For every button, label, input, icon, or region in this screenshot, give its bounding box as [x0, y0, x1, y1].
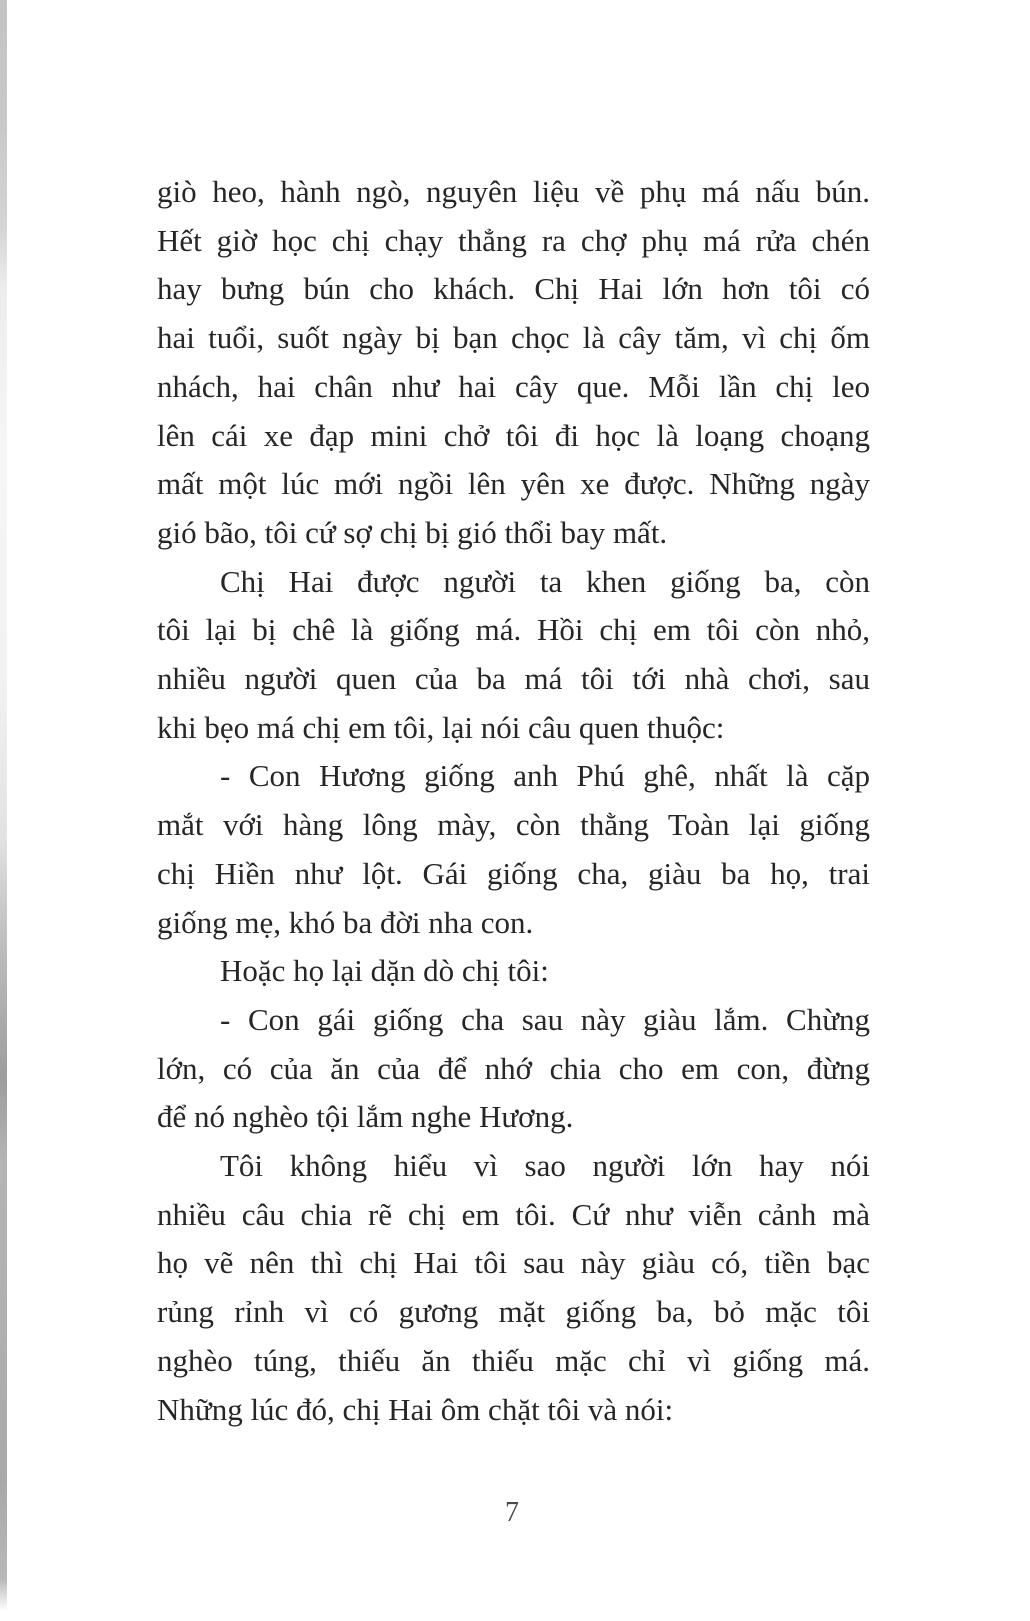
text-line: nghèo túng, thiếu ăn thiếu mặc chỉ vì giống má. — [157, 1342, 870, 1378]
text-line: Hoặc họ lại dặn dò chị tôi: — [220, 953, 549, 989]
paragraph — [157, 1142, 870, 1434]
text-line: để nó nghèo tội lắm nghe Hương. — [157, 1099, 574, 1135]
text-line: - Con Hương giống anh Phú ghê, nhất là cặp — [220, 758, 870, 794]
text-line: Chị Hai được người ta khen giống ba, còn — [220, 563, 870, 599]
text-line: nhiều câu chia rẽ chị em tôi. Cứ như viễn cảnh mà — [157, 1196, 870, 1232]
text-line: giống mẹ, khó ba đời nha con. — [157, 904, 534, 940]
text-line: hay bưng bún cho khách. Chị Hai lớn hơn tôi có — [157, 271, 870, 307]
text-line: chị Hiền như lột. Gái giống cha, giàu ba họ, trai — [157, 855, 870, 891]
text-line: giò heo, hành ngò, nguyên liệu về phụ má nấu bún. — [157, 174, 870, 209]
text-line: lên cái xe đạp mini chở tôi đi học là loạng choạng — [157, 417, 870, 453]
text-line: - Con gái giống cha sau này giàu lắm. Chừng — [220, 1001, 870, 1037]
paragraph — [157, 168, 870, 558]
text-line: gió bão, tôi cứ sợ chị bị gió thổi bay mất. — [157, 514, 668, 550]
text-line: hai tuổi, suốt ngày bị bạn chọc là cây tăm, vì chị ốm — [157, 320, 870, 356]
text-block — [157, 168, 870, 1434]
paragraph — [157, 752, 870, 947]
text-line: khi bẹo má chị em tôi, lại nói câu quen thuộc: — [157, 709, 725, 745]
text-line: tôi lại bị chê là giống má. Hồi chị em tôi còn nhỏ, — [157, 612, 870, 648]
paragraph — [157, 558, 870, 753]
text-line: mất một lúc mới ngồi lên yên xe được. Những ngày — [157, 466, 870, 502]
text-line: Những lúc đó, chị Hai ôm chặt tôi và nói: — [157, 1391, 674, 1427]
page-number: 7 — [505, 1497, 519, 1528]
text-line: nhiều người quen của ba má tôi tới nhà chơi, sau — [157, 661, 870, 697]
text-line: Tôi không hiểu vì sao người lớn hay nói — [220, 1148, 870, 1184]
text-line: mắt với hàng lông mày, còn thằng Toàn lại giống — [157, 807, 870, 843]
text-line: Hết giờ học chị chạy thẳng ra chợ phụ má rửa chén — [157, 222, 870, 258]
paragraph — [157, 996, 870, 1142]
text-line: nhách, hai chân như hai cây que. Mỗi lần chị leo — [157, 368, 870, 404]
text-line: họ vẽ nên thì chị Hai tôi sau này giàu có, tiền bạc — [157, 1245, 870, 1281]
text-line: rủng rỉnh vì có gương mặt giống ba, bỏ mặc tôi — [157, 1294, 870, 1330]
paragraph — [157, 947, 870, 996]
text-line: lớn, có của ăn của để nhớ chia cho em con, đừng — [157, 1050, 870, 1086]
scan-edge-artifact — [0, 0, 7, 1611]
